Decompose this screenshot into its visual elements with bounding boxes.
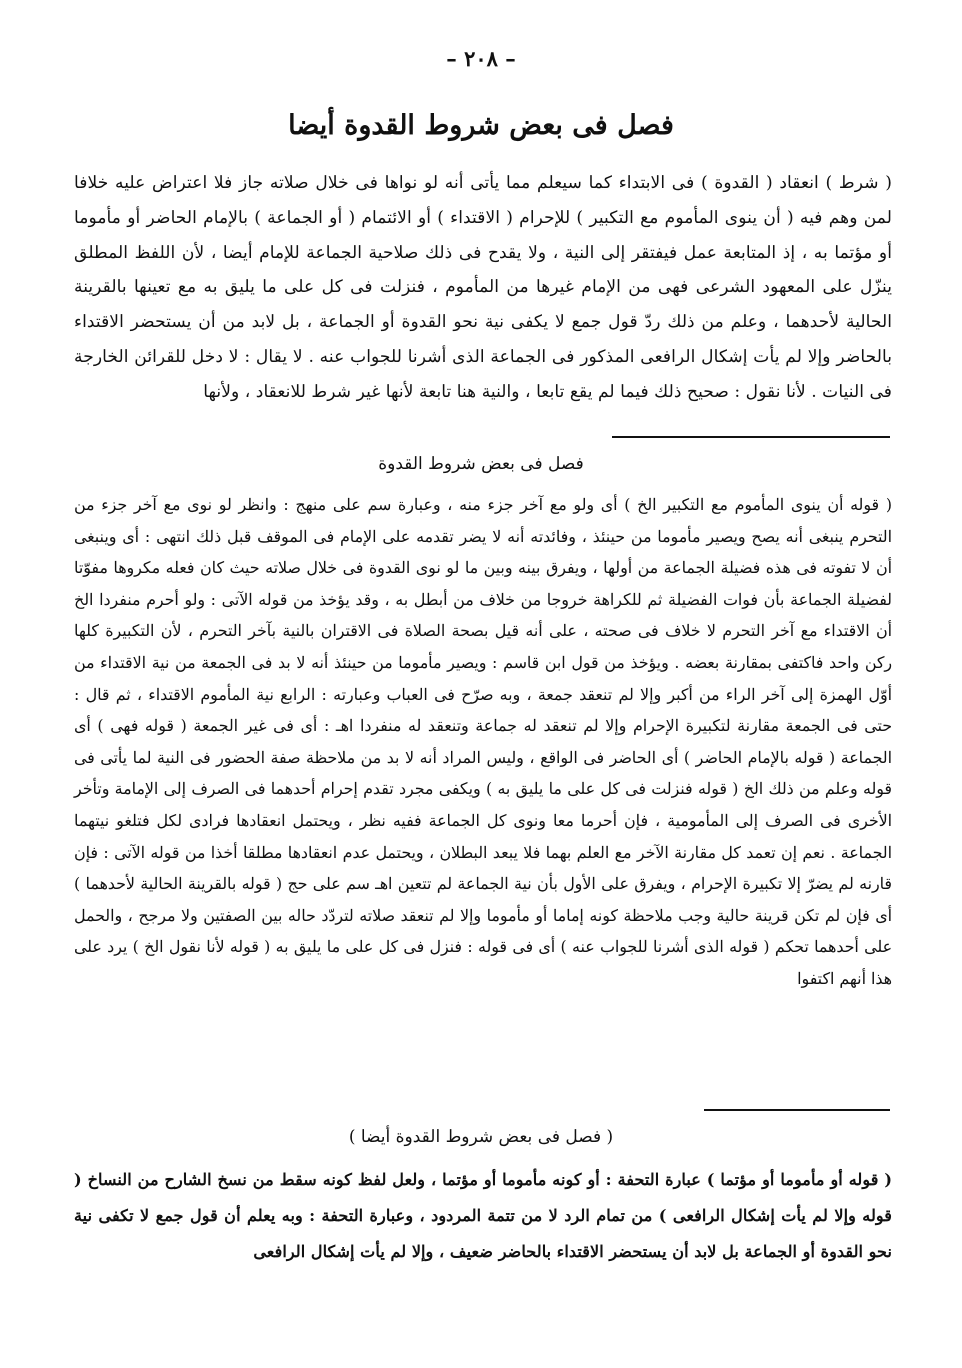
commentary-heading: فصل فى بعض شروط القدوة (378, 454, 584, 474)
second-commentary-divider (704, 1109, 890, 1111)
page-number: – ٢٠٨ – (446, 46, 516, 71)
footnote-divider (612, 436, 890, 438)
main-text: ( شرط ) انعقاد ( القدوة ) فى الابتداء كما سيعلم مما يأتى أنه لو نواها فى خلال صلاته جاز فلا اعتراض عليه خلافا لمن وهم فيه ( أن ينوى المأموم مع التكبير ) للإحرام ( الاقتداء ) أو الائتمام ( أو الجماعة ) بالإمام الحاضر أو مأموما أو مؤتما به ، إذ المتابعة عمل فيفتقر إلى النية ، ولا يقدح فى ذلك صلاحية الجماعة للإمام أيضا ، لأن اللفظ المطلق ينزّل على المعهود الشرعى فهى من الإمام غيرها من المأموم ، فنزلت فى كل على ما يليق به مع تعينها بالقرينة الحالية لأحدهما ، وعلم من ذلك ردّ قول جمع لا يكفى نية نحو القدوة أو الجماعة ، بل لابد من أن يستحضر الاقتداء بالحاضر وإلا لم يأت إشكال الرافعى المذكور فى الجماعة الذى أشرنا للجواب عنه . لا يقال : لا دخل للقرائن الخارجة فى النيات . لأنا نقول : صحيح ذلك فيما لم يقع تابعا ، والنية هنا تابعة لأنها غير شرط للانعقاد ، ولأنها (74, 173, 892, 402)
second-commentary-heading: ( فصل فى بعض شروط القدوة أيضا ) (348, 1127, 614, 1147)
chapter-title: فصل فى بعض شروط القدوة أيضا (288, 110, 674, 141)
commentary-text: ( قوله أن ينوى المأموم مع التكبير الخ ) أى ولو مع آخر جزء منه ، وعبارة سم على منهج : وانظر لو نوى مع آخر جزء من التحرم ينبغى أنه يصح ويصير مأموما من حينئذ ، وفائدته أنه لا يضر تقدمه على الإمام فى الموقف قبل ذلك انتهى : أى وينبغى أن لا تفوته فى هذه فضيلة الجماعة من أولها ، ويفرق بينه وبين ما لو نوى القدوة فى خلال صلاته حيث كان فعله مكروها مفوّتا لفضيلة الجماعة بأن فوات الفضيلة ثم للكراهة خروجا من خلاف من أبطل به ، وقد يؤخذ من قوله الآتى : ولو أحرم منفردا الخ أن الاقتداء مع آخر التحرم لا خلاف فى صحته ، على أنه قيل بصحة الصلاة فى الاقتران بالنية بآخر التحرم ، لأن التكبيرة كلها ركن واحد فاكتفى بمقارنة بعضه . ويؤخذ من قول ابن قاسم : ويصير مأموما من حينئذ أنه لا بد فى الجمعة من نية الاقتداء من أوّل الهمزة إلى آخر الراء من أكبر وإلا لم تنعقد جمعة ، وبه صرّح فى العباب وعبارته : الرابع نية المأموم الاقتداء ، ثم قال : حتى فى الجمعة مقارنة لتكبيرة الإحرام وإلا لم تنعقد له جماعة وتنعقد له منفردا اهـ : أى فى غير الجمعة ( قوله فهى ) أى الجماعة ( قوله بالإمام الحاضر ) أى الحاضر فى الواقع ، وليس المراد أنه لا بد من ملاحظة صفة الحضور فى النية لما يأتى فى قوله وعلم من ذلك الخ ( قوله فنزلت فى كل على ما يليق به ) ويكفى مجرد تقدم إحرام أحدهما فى الصرف إلى الإمامة وتأخر الأخرى فى الصرف إلى المأمومية ، فإن أحرما معا ونوى كل الجماعة ففيه نظر ، ويحتمل انعقادها فرادى لكل فتلغو نيتهما الجماعة . نعم إن تعمد كل مقارنة الآخر مع العلم بهما فلا يبعد البطلان ، ويحتمل عدم انعقادها مطلقا أخذا من قوله الآتى : فإن قارنه لم يضرّ إلا تكبيرة الإحرام ، ويفرق على الأول بأن نية الجماعة لم تتعين اهـ سم على حج ( قوله بالقرينة الحالية لأحدهما ) أى فإن لم تكن قرينة حالية وجب ملاحظة كونه إماما أو مأموما وإلا لم تنعقد صلاته لتردّد حاله بين الصفتين ولا مرجح ، والحمل على أحدهما تحكم ( قوله الذى أشرنا للجواب عنه ) أى فى قوله : فنزل فى كل على ما يليق به ( قوله لأنا نقول الخ ) يرد على هذا أنهم اكتفوا (74, 495, 892, 988)
second-commentary-text: ( قوله أو مأموما أو مؤتما ) عبارة التحفة : أو كونه مأموما أو مؤتما ، ولعل لفظ كونه سقط من نسخ الشارح من النساخ ( قوله وإلا لم يأت إشكال الرافعى ) من تمام الرد لا من تتمة المردود ، وعبارة التحفة : وبه يعلم أن قول جمع لا تكفى نية نحو القدوة أو الجماعة بل لابد أن يستحضر الاقتداء بالحاضر ضعيف ، وإلا لم يأت إشكال الرافعى (74, 1170, 892, 1261)
